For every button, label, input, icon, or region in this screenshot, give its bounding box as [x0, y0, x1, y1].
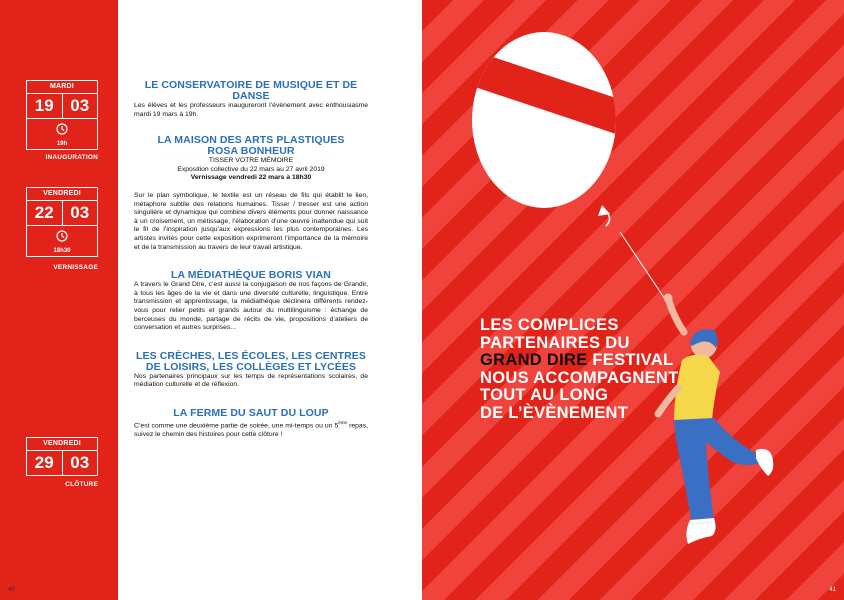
slogan-line-3 — [480, 352, 679, 370]
date-caption-vernissage: VERNISSAGE — [53, 264, 98, 271]
slogan-line-6: DE L’ÈVÈNEMENT — [480, 403, 629, 422]
slogan-festival: FESTIVAL — [587, 351, 674, 369]
page-number-right: 41 — [829, 587, 836, 593]
balloon-illustration — [442, 32, 667, 302]
section-subtitle: TISSER VOTRE MÉMOIRE — [208, 157, 294, 165]
section-title-line2: DE LOISIRS, LES COLLÈGES ET LYCÉES — [145, 360, 357, 373]
section-mediatheque — [134, 270, 368, 333]
right-page — [422, 0, 844, 600]
left-red-strip — [0, 0, 118, 600]
section-body: Nos partenaires principaux sur les temps de représentations scolaires, de médiation culturelle et de réflexion. — [134, 372, 368, 389]
date-time: 19h — [56, 141, 68, 147]
date-card-cloture — [26, 437, 98, 476]
date-weekday: VENDREDI — [27, 438, 97, 451]
date-month: 03 — [70, 96, 90, 115]
section-title: LA MÉDIATHÈQUE BORIS VIAN — [170, 269, 331, 282]
section-body: Sur le plan symbolique, le textile est un réseau de fils qui établit le lien, métaphore subtile des relations humaines. Tisser / tresser est une action singulière et dynamique qui combine divers éléments pour donner naissance à un croisement, un métissage, l’élaboration d’une œuvre inattendue qui suit le fil de l’inspiration jusqu’aux expressions les plus contemporaines. Les artistes invités pour cette exposition exprimeront l’importance de la mémoire et de la transmission au travers de leur travail artistique. — [134, 191, 368, 251]
date-month: 03 — [70, 453, 90, 472]
date-card-vernissage — [26, 187, 98, 257]
section-vernissage: Vernissage vendredi 22 mars à 18h30 — [190, 174, 312, 182]
section-body: Les élèves et les professeurs inaugureront l’évènement avec enthousiasme mardi 19 mars à 19h. — [134, 102, 368, 118]
section-title-line2: ROSA BONHEUR — [207, 145, 295, 158]
date-time: 18h30 — [53, 248, 71, 254]
date-caption-cloture: CLÔTURE — [65, 481, 98, 488]
section-title: LE CONSERVATOIRE DE MUSIQUE ET DE DANSE — [144, 79, 358, 102]
text-column — [134, 80, 368, 457]
section-title-line1: LA MAISON DES ARTS PLASTIQUES — [157, 134, 345, 147]
slogan-line-2: PARTENAIRES DU — [480, 333, 630, 352]
slogan-line-4: NOUS ACCOMPAGNENT — [480, 368, 679, 387]
section-expo-dates: Exposition collective du 22 mars au 27 avril 2019 — [177, 165, 325, 173]
date-day: 19 — [27, 94, 63, 118]
section-ferme — [134, 408, 368, 439]
clock-icon — [56, 230, 68, 242]
date-caption-inauguration: INAUGURATION — [45, 154, 98, 161]
clock-icon — [56, 123, 68, 135]
slogan-grand-dire: GRAND DIRE — [480, 351, 588, 369]
section-arts — [134, 135, 368, 252]
section-body-part1: C’est comme une deuxième partie de soirée, une mi-temps ou un 5 — [134, 422, 339, 430]
date-weekday: MARDI — [27, 81, 97, 94]
slogan-line-1: LES COMPLICES — [480, 316, 619, 334]
section-conservatoire — [134, 80, 368, 119]
date-weekday: VENDREDI — [27, 188, 97, 201]
section-body — [134, 419, 368, 439]
section-title: LA FERME DU SAUT DU LOUP — [173, 406, 329, 419]
date-day: 29 — [27, 451, 63, 475]
slogan-line-5: TOUT AU LONG — [480, 386, 609, 404]
page-number-left: 40 — [8, 587, 15, 593]
date-card-inauguration — [26, 80, 98, 150]
section-body-superscript: ème — [338, 419, 348, 425]
slogan — [480, 317, 679, 422]
illustration — [422, 0, 844, 600]
section-title-line1: LES CRÈCHES, LES ÉCOLES, LES CENTRES — [136, 349, 366, 362]
date-month: 03 — [70, 203, 90, 222]
section-creches — [134, 351, 368, 390]
section-body-part2: repas, suivez le chemin des histoires pour cette clôture ! — [134, 422, 369, 438]
section-body: A travers le Grand Dire, c’est aussi la conjugaison de nos façons de Grandir, à tous les âges de la vie et dans une diversité culturelle, linguistique. Entre transmission et apprentissage, la médiathèque déclinera différents rendez-vous pour relier petits et grands autour du multilinguisme : échange de berceuses du monde, partage de récits de vie, propositions d’ateliers de conversation et autres surprises... — [134, 281, 368, 332]
date-day: 22 — [27, 201, 63, 225]
